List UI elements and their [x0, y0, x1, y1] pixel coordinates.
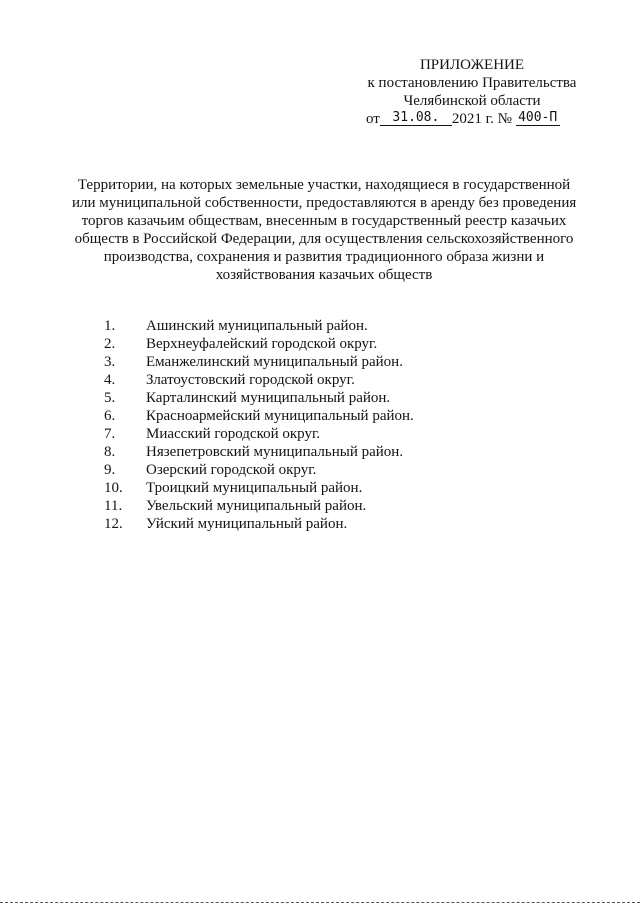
list-item-number: 12. — [104, 516, 123, 532]
appendix-title: ПРИЛОЖЕНИЕ — [419, 57, 525, 73]
title-line: или муниципальной собственности, предоставляются в аренду без проведения — [72, 195, 577, 211]
list-item-name: Озерский городской округ. — [146, 462, 317, 478]
list-item-name: Красноармейский муниципальный район. — [146, 408, 414, 424]
year-number-label: 2021 г. № — [451, 111, 512, 127]
list-item — [104, 443, 524, 461]
list-item — [104, 317, 524, 335]
list-item-number: 2. — [104, 336, 116, 352]
appendix-resolution-line: к постановлению Правительства — [367, 75, 577, 91]
list-item-number: 11. — [104, 498, 123, 514]
title-line: производства, сохранения и развития традиционного образа жизни и — [103, 249, 545, 265]
list-item-name: Златоустовский городской округ. — [146, 372, 355, 388]
list-item — [104, 335, 524, 353]
from-label: от — [366, 111, 380, 127]
title-line: хозяйствования казачьих обществ — [215, 267, 433, 283]
list-item — [104, 425, 524, 443]
appendix-header — [352, 56, 592, 132]
page-bottom-edge — [0, 902, 640, 903]
list-item-number: 7. — [104, 426, 116, 442]
list-item-name: Еманжелинский муниципальный район. — [146, 354, 403, 370]
list-item — [104, 371, 524, 389]
title-line: торгов казачьим обществам, внесенным в государственный реестр казачьих — [81, 213, 567, 229]
title-line: обществ в Российской Федерации, для осуществления сельскохозяйственного — [74, 231, 574, 247]
list-item-number: 9. — [104, 462, 116, 478]
list-item-name: Карталинский муниципальный район. — [146, 390, 391, 406]
title-line: Территории, на которых земельные участки, находящиеся в государственной — [77, 177, 571, 193]
list-item-number: 8. — [104, 444, 116, 460]
list-item-name: Верхнеуфалейский городской округ. — [146, 336, 378, 352]
list-item — [104, 479, 524, 497]
list-item-name: Уйский муниципальный район. — [146, 516, 348, 532]
list-item — [104, 407, 524, 425]
list-item-number: 4. — [104, 372, 116, 388]
list-item-number: 10. — [104, 480, 123, 496]
list-item-number: 1. — [104, 318, 116, 334]
list-item-number: 5. — [104, 390, 116, 406]
list-item-number: 6. — [104, 408, 116, 424]
list-item-name: Увельский муниципальный район. — [146, 498, 367, 514]
list-item-name: Ашинский муниципальный район. — [146, 318, 368, 334]
list-item — [104, 515, 524, 533]
resolution-date: 31.08. — [380, 111, 452, 126]
territory-list — [104, 317, 524, 533]
list-item — [104, 389, 524, 407]
list-item-number: 3. — [104, 354, 116, 370]
appendix-region-line: Челябинской области — [403, 93, 541, 109]
list-item-name: Троицкий муниципальный район. — [146, 480, 363, 496]
list-item — [104, 353, 524, 371]
list-item-name: Нязепетровский муниципальный район. — [146, 444, 404, 460]
list-item-name: Миасский городской округ. — [146, 426, 321, 442]
resolution-number: 400-П — [516, 111, 560, 126]
document-title — [72, 176, 576, 284]
list-item — [104, 497, 524, 515]
list-item — [104, 461, 524, 479]
appendix-date-line — [352, 110, 592, 132]
